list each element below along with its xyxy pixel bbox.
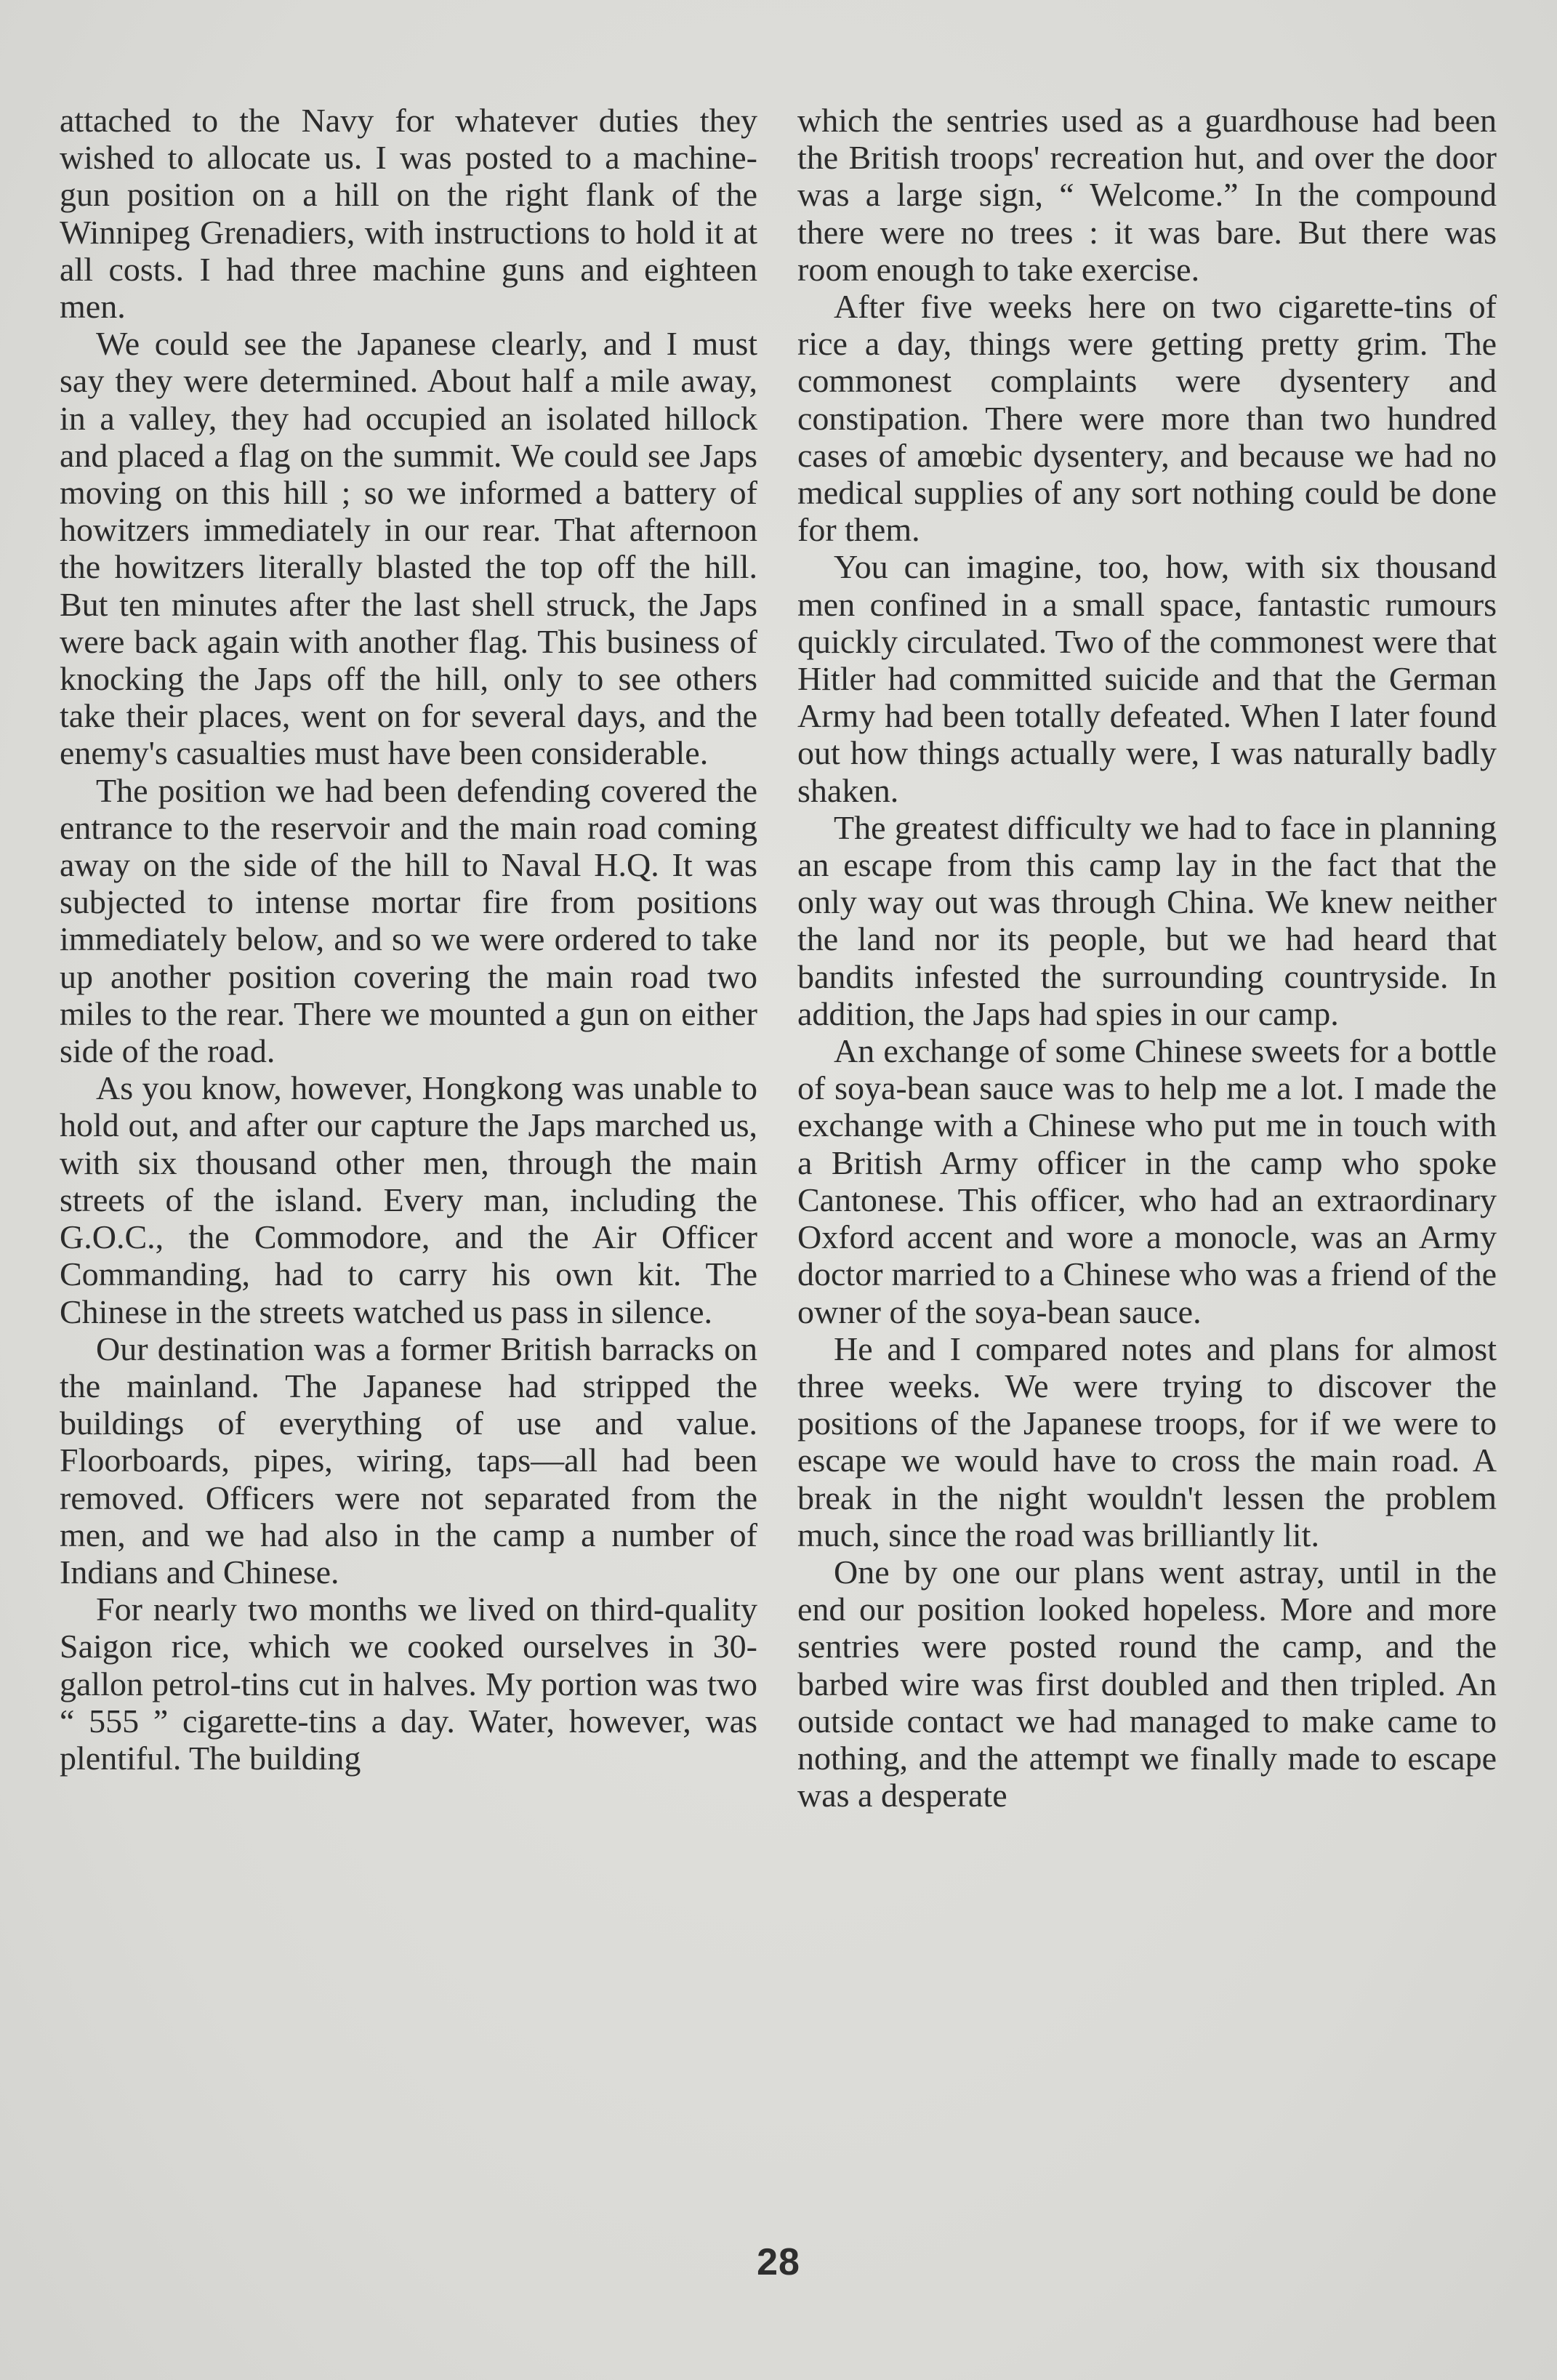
paragraph: As you know, however, Hongkong was unable to hold out, and after our capture the Japs marched us, with six thousand other men, through the main streets of the island. Every man, including the G.O.C., the Commodore, and the Air Officer Commanding, had to carry his own kit. The Chinese in the streets watched us pass in silence.	[60, 1069, 757, 1330]
paragraph-continued: attached to the Navy for whatever duties they wished to allocate us. I was posted to a machine-gun position on a hill on the right flank of the Winnipeg Grenadiers, with instructions to hold it at all costs. I had three machine guns and eighteen men.	[60, 102, 757, 326]
paragraph: The greatest difficulty we had to face in planning an escape from this camp lay in the fact that the only way out was through China. We knew neither the land nor its people, but we had heard that bandits infested the surrounding countryside. In addition, the Japs had spies in our camp.	[797, 808, 1497, 1032]
paragraph: For nearly two months we lived on third-quality Saigon rice, which we cooked ourselves in 30-gallon petrol-tins cut in halves. My portion was two “ 555 ” cigarette-tins a day. Water, however, was plentiful. The building	[60, 1591, 757, 1777]
paragraph: You can imagine, too, how, with six thousand men confined in a small space, fantastic rumours quickly circulated. Two of the commonest were that Hitler had committed suicide and that the German Army had been totally defeated. When I later found out how things actually were, I was naturally badly shaken.	[797, 548, 1497, 809]
paragraph: Our destination was a former British barracks on the mainland. The Japanese had stripped the buildings of everything of use and value. Floorboards, pipes, wiring, taps—all had been removed. Officers were not separated from the men, and we had also in the camp a number of Indians and Chinese.	[60, 1330, 757, 1591]
right-text-column	[797, 102, 1497, 1814]
paragraph: After five weeks here on two cigarette-tins of rice a day, things were getting pretty grim. The commonest complaints were dysentery and constipation. There were more than two hundred cases of amœbic dysentery, and because we had no medical supplies of any sort nothing could be done for them.	[797, 288, 1497, 549]
paragraph-continued: which the sentries used as a guardhouse had been the British troops' recreation hut, and over the door was a large sign, “ Welcome.” In the compound there were no trees : it was bare. But there was room enough to take exercise.	[797, 102, 1497, 288]
paragraph: The position we had been defending covered the entrance to the reservoir and the main road coming away on the side of the hill to Naval H.Q. It was subjected to intense mortar fire from positions immediately below, and so we were ordered to take up another position covering the main road two miles to the rear. There we mounted a gun on either side of the road.	[60, 771, 757, 1070]
paragraph: He and I compared notes and plans for almost three weeks. We were trying to discover the positions of the Japanese troops, for if we were to escape we would have to cross the main road. A break in the night wouldn't lessen the problem much, since the road was brilliantly lit.	[797, 1330, 1497, 1553]
paragraph: An exchange of some Chinese sweets for a bottle of soya-bean sauce was to help me a lot. I made the exchange with a Chinese who put me in touch with a British Army officer in the camp who spoke Cantonese. This officer, who had an extraordinary Oxford accent and wore a monocle, was an Army doctor married to a Chinese who was a friend of the owner of the soya-bean sauce.	[797, 1032, 1497, 1330]
paragraph: We could see the Japanese clearly, and I must say they were determined. About half a mile away, in a valley, they had occupied an isolated hillock and placed a flag on the summit. We could see Japs moving on this hill ; so we informed a battery of howitzers immediately in our rear. That afternoon the howitzers literally blasted the top off the hill. But ten minutes after the last shell struck, the Japs were back again with another flag. This business of knocking the Japs off the hill, only to see others take their places, went on for several days, and the enemy's casualties must have been considerable.	[60, 325, 757, 772]
paragraph: One by one our plans went astray, until in the end our position looked hopeless. More and more sentries were posted round the camp, and the barbed wire was first doubled and then tripled. An outside contact we had managed to make came to nothing, and the attempt we finally made to escape was a desperate	[797, 1553, 1497, 1814]
left-text-column	[60, 102, 757, 1777]
page-number: 28	[757, 2241, 800, 2283]
